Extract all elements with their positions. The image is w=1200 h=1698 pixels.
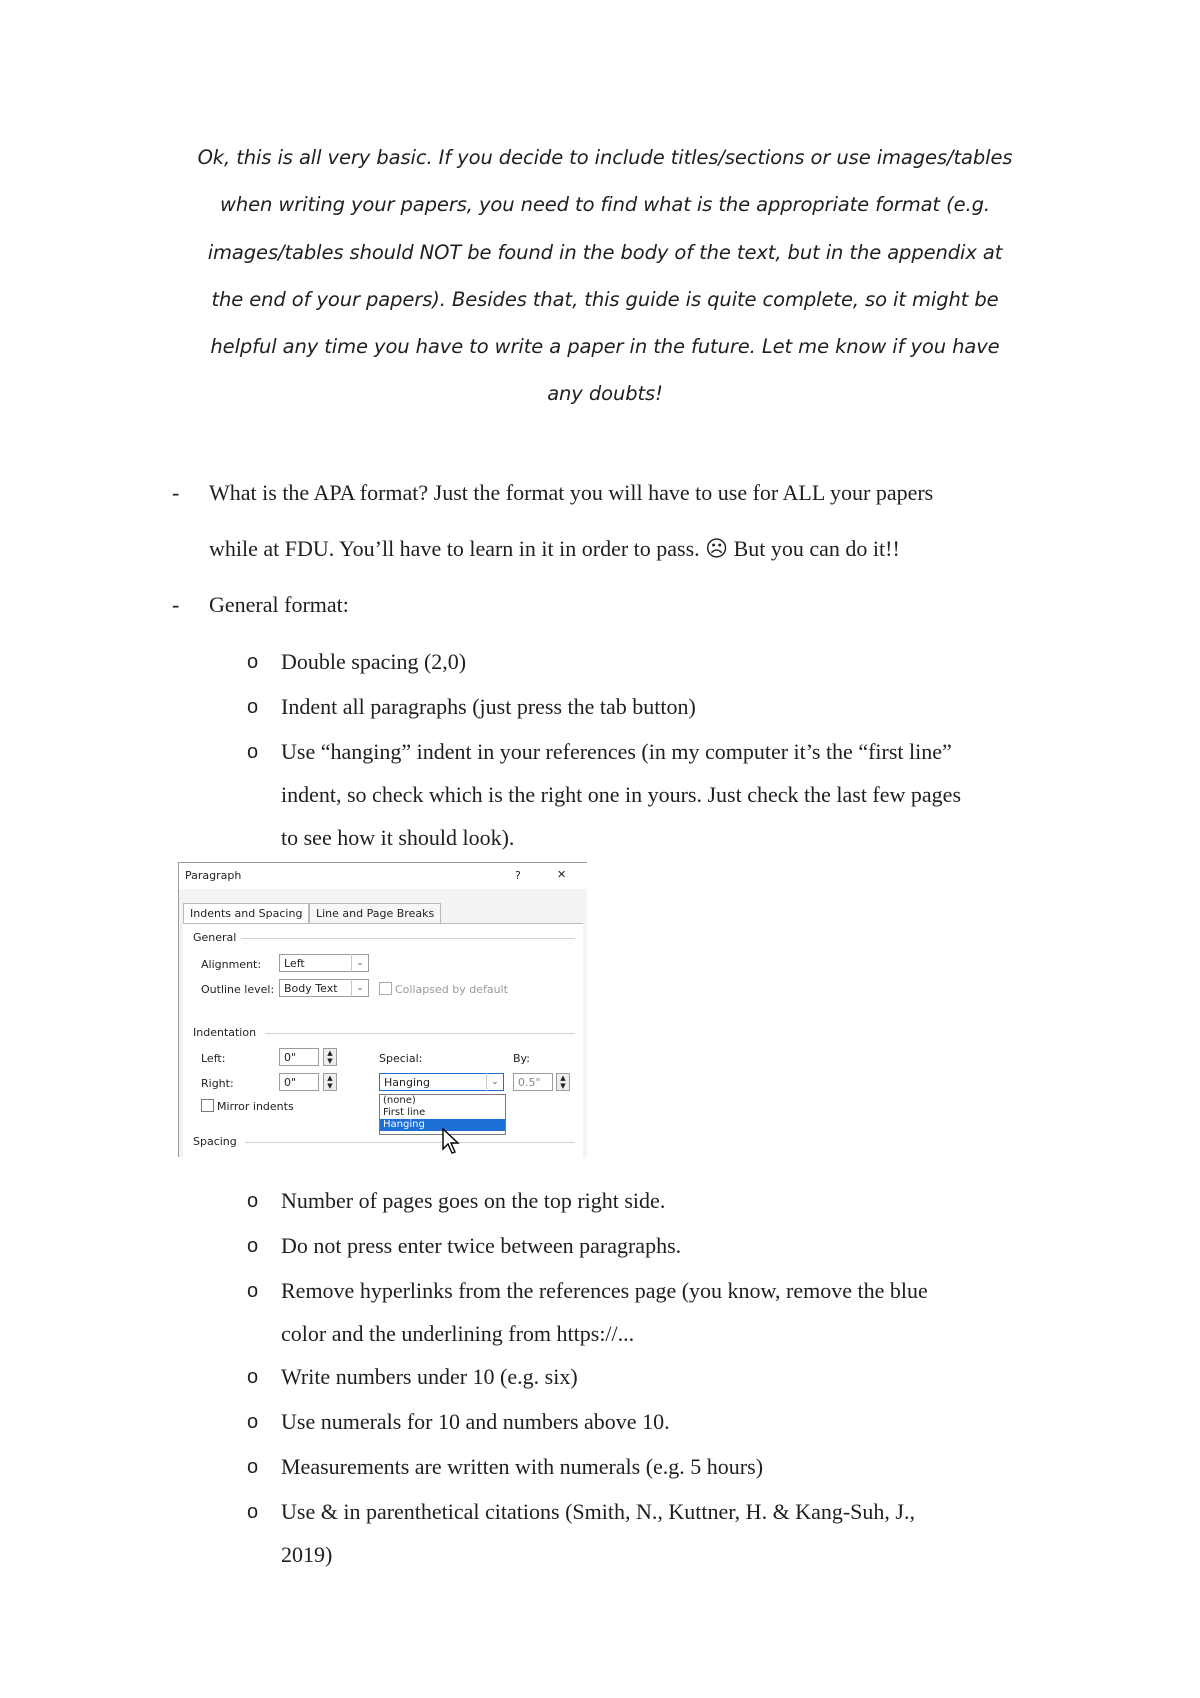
- divider: [245, 1142, 575, 1143]
- close-icon: ✕: [557, 868, 567, 881]
- left-indent-label: Left:: [201, 1052, 226, 1065]
- option-none: (none): [383, 1095, 416, 1106]
- list-item: Number of pages goes on the top right side.: [281, 1188, 666, 1213]
- list-item: Double spacing (2,0): [281, 649, 467, 674]
- chevron-down-icon: ⌄: [351, 954, 368, 972]
- help-icon: ?: [515, 869, 521, 882]
- list-item: Write numbers under 10 (e.g. six): [281, 1364, 578, 1389]
- special-value: Hanging: [384, 1076, 430, 1089]
- mouse-cursor-icon: [441, 1127, 463, 1157]
- list-item: Use numerals for 10 and numbers above 10.: [281, 1409, 670, 1434]
- mirror-indents-label: Mirror indents: [217, 1100, 294, 1113]
- chevron-down-icon: ⌄: [351, 979, 368, 997]
- tab-indents-and-spacing: Indents and Spacing: [183, 903, 309, 924]
- special-label: Special:: [379, 1052, 423, 1065]
- collapsed-label: Collapsed by default: [395, 983, 508, 996]
- alignment-value: Left: [284, 957, 305, 970]
- intro-line: when writing your papers, you need to find what is the appropriate format (e.g.: [220, 193, 990, 217]
- spinner-icon: ▲ ▼: [556, 1073, 570, 1091]
- sub-bullet: o: [247, 1456, 259, 1478]
- sub-bullet: o: [247, 1235, 259, 1257]
- section-indentation-label: Indentation: [193, 1026, 257, 1039]
- section-general-label: General: [193, 931, 237, 944]
- intro-paragraph: [170, 134, 1040, 418]
- dialog-title: Paragraph: [185, 869, 242, 882]
- right-indent-input: 0": [279, 1073, 319, 1091]
- chevron-down-icon: ⌄: [486, 1073, 503, 1091]
- spinner-icon: ▲ ▼: [323, 1073, 337, 1091]
- sub-bullet: o: [247, 651, 259, 673]
- by-label: By:: [513, 1052, 530, 1065]
- mirror-indents-checkbox: [201, 1099, 214, 1112]
- apa-question-line-2: while at FDU. You’ll have to learn in it in order to pass. ☹ But you can do it!!: [209, 536, 900, 561]
- list-item-continued: to see how it should look).: [281, 825, 515, 850]
- sub-bullet: o: [247, 1366, 259, 1388]
- dash-bullet: -: [172, 592, 180, 617]
- left-indent-input: 0": [279, 1048, 319, 1066]
- intro-line: any doubts!: [547, 382, 663, 406]
- section-spacing-label: Spacing: [193, 1135, 237, 1148]
- outline-level-value: Body Text: [284, 982, 338, 995]
- list-item: Remove hyperlinks from the references page (you know, remove the blue: [281, 1278, 928, 1303]
- by-input: 0.5": [513, 1073, 553, 1091]
- outline-level-select: [279, 979, 369, 997]
- sub-bullet: o: [247, 741, 259, 763]
- list-item: Do not press enter twice between paragraphs.: [281, 1233, 682, 1258]
- collapsed-checkbox: [379, 982, 392, 995]
- tab-line-and-page-breaks: Line and Page Breaks: [309, 903, 441, 924]
- divider: [265, 1033, 575, 1034]
- sub-bullet: o: [247, 1501, 259, 1523]
- list-item: Indent all paragraphs (just press the tab button): [281, 694, 696, 719]
- alignment-label: Alignment:: [201, 958, 262, 971]
- divider: [241, 938, 575, 939]
- intro-line: Ok, this is all very basic. If you decide to include titles/sections or use images/tables: [197, 146, 1013, 169]
- apa-question-line-1: What is the APA format? Just the format you will have to use for ALL your papers: [209, 480, 934, 505]
- outline-level-label: Outline level:: [201, 983, 275, 996]
- paragraph-dialog-screenshot: [178, 862, 587, 1157]
- list-item-continued: indent, so check which is the right one in yours. Just check the last few pages: [281, 782, 962, 807]
- dash-bullet: -: [172, 480, 180, 505]
- sub-bullet: o: [247, 1280, 259, 1302]
- spinner-icon: ▲ ▼: [323, 1048, 337, 1066]
- right-indent-label: Right:: [201, 1077, 234, 1090]
- intro-line: helpful any time you have to write a paper in the future. Let me know if you have: [210, 335, 1000, 359]
- special-select: [379, 1073, 504, 1091]
- sub-bullet: o: [247, 696, 259, 718]
- option-first-line: First line: [383, 1107, 426, 1118]
- list-item: Use & in parenthetical citations (Smith, N., Kuttner, H. & Kang-Suh, J.,: [281, 1499, 915, 1524]
- alignment-select: [279, 954, 369, 972]
- option-hanging: Hanging: [380, 1119, 505, 1131]
- intro-line: the end of your papers). Besides that, this guide is quite complete, so it might be: [211, 287, 999, 311]
- general-format-heading: General format:: [209, 592, 349, 617]
- list-item: Use “hanging” indent in your references (in my computer it’s the “first line”: [281, 739, 952, 764]
- sub-bullet: o: [247, 1411, 259, 1433]
- list-item: Measurements are written with numerals (e.g. 5 hours): [281, 1454, 764, 1479]
- sub-bullet: o: [247, 1190, 259, 1212]
- list-item-continued: color and the underlining from https://...: [281, 1321, 635, 1346]
- list-item-continued: 2019): [281, 1542, 333, 1567]
- intro-line: images/tables should NOT be found in the body of the text, but in the appendix at: [207, 240, 1003, 264]
